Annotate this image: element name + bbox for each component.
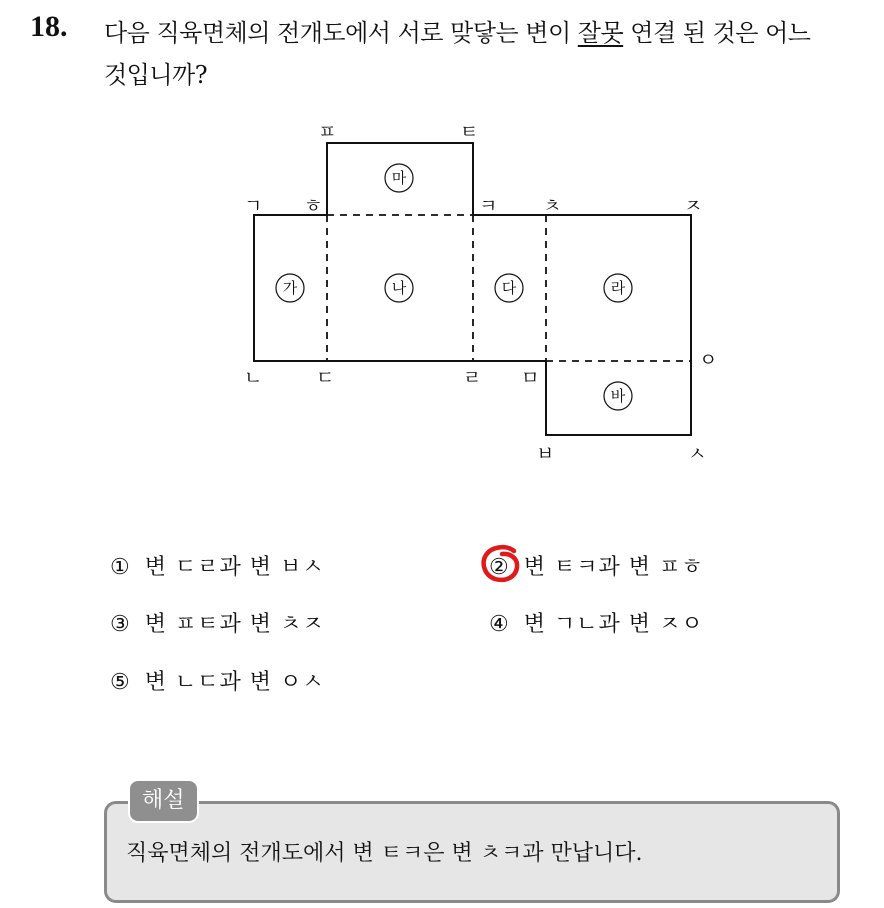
choice-4-text: 변 ㄱㄴ과 변 ㅈㅇ xyxy=(523,612,704,637)
choice-1-text: 변 ㄷㄹ과 변 ㅂㅅ xyxy=(144,555,325,580)
vertex-label-ch: ㅊ xyxy=(543,195,562,217)
face-label-ra: 라 xyxy=(610,279,626,297)
face-label-da: 다 xyxy=(501,279,517,297)
face-label-ga: 가 xyxy=(282,279,298,297)
choice-3[interactable] xyxy=(110,607,324,638)
vertex-label-r: ㄹ xyxy=(463,367,482,389)
answer-mark-circle xyxy=(480,544,524,584)
choice-3-text: 변 ㅍㅌ과 변 ㅊㅈ xyxy=(144,612,325,637)
face-label-na: 나 xyxy=(391,279,407,297)
vertex-label-p: ㅍ xyxy=(318,121,337,143)
vertex-label-n: ㄴ xyxy=(244,367,263,389)
vertex-label-k: ㅋ xyxy=(479,195,498,217)
choice-1[interactable] xyxy=(110,550,324,581)
net-outline xyxy=(254,143,691,435)
vertex-label-o: ㅇ xyxy=(699,349,718,371)
vertex-label-s: ㅅ xyxy=(688,443,707,465)
question-underlined-word: 잘못 xyxy=(577,19,624,47)
choice-5[interactable] xyxy=(110,665,324,696)
vertex-label-j: ㅈ xyxy=(684,195,703,217)
vertex-label-d: ㄷ xyxy=(316,367,335,389)
vertex-label-g: ㄱ xyxy=(244,195,263,217)
vertex-label-b: ㅂ xyxy=(536,443,555,465)
question-text-line2: 것입니까? xyxy=(104,61,208,89)
vertex-label-h: ㅎ xyxy=(304,195,323,217)
choice-5-text: 변 ㄴㄷ과 변 ㅇㅅ xyxy=(144,670,325,695)
choice-2-number: ② xyxy=(489,555,510,580)
choice-4-number: ④ xyxy=(489,612,510,637)
question-text-part2: 연결 된 것은 어느 xyxy=(623,19,811,47)
question-number: 18. xyxy=(30,10,68,43)
choice-4[interactable] xyxy=(489,607,703,638)
choice-5-number: ⑤ xyxy=(110,670,131,695)
explanation-tag: 해설 xyxy=(128,779,199,823)
explanation-text: 직육면체의 전개도에서 변 ㅌㅋ은 변 ㅊㅋ과 만납니다. xyxy=(126,841,643,866)
choice-1-number: ① xyxy=(110,555,131,580)
vertex-label-t: ㅌ xyxy=(460,121,479,143)
question-text-part1: 다음 직육면체의 전개도에서 서로 맞닿는 변이 xyxy=(104,19,578,47)
vertex-label-m: ㅁ xyxy=(521,367,540,389)
face-label-ba: 바 xyxy=(610,387,626,405)
choice-3-number: ③ xyxy=(110,612,131,637)
choice-2-text: 변 ㅌㅋ과 변 ㅍㅎ xyxy=(523,555,704,580)
face-label-ma: 마 xyxy=(391,169,407,187)
